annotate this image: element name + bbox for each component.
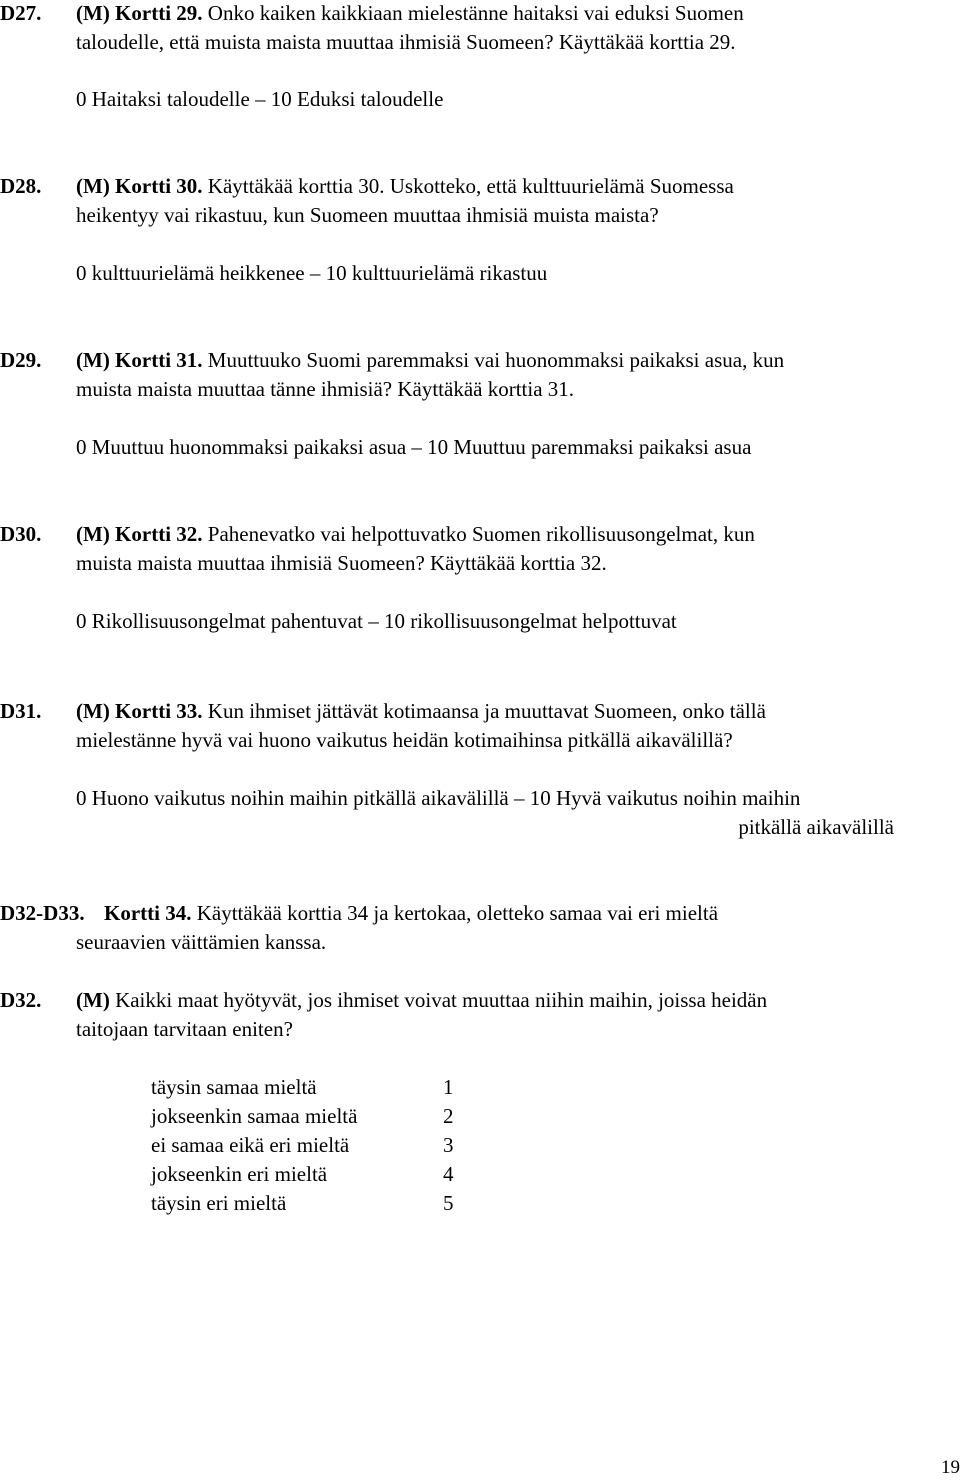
question-text-line1: Kaikki maat hyötyvät, jos ihmiset voivat muuttaa niihin maihin, joissa heidän: [109, 988, 768, 1012]
option-label: ei samaa eikä eri mieltä: [151, 1133, 350, 1157]
question-text: [76, 520, 946, 578]
question-text: [76, 172, 946, 230]
question-id: D31.: [0, 699, 42, 723]
question-text-line1: Muuttuuko Suomi paremmaksi vai huonommaksi paikaksi asua, kun: [202, 348, 785, 372]
question-text-line1: Kun ihmiset jättävät kotimaansa ja muuttavat Suomeen, onko tällä: [202, 699, 766, 723]
option-row: [151, 1189, 473, 1218]
question-text-line2: taitojaan tarvitaan eniten?: [76, 1017, 293, 1041]
question-text: [76, 986, 946, 1044]
card-label: (M) Kortti 29.: [76, 1, 203, 25]
question-text-line2: taloudelle, että muista maista muuttaa ihmisiä Suomeen? Käyttäkää korttia 29.: [76, 30, 736, 54]
option-row: [151, 1073, 473, 1102]
question-id: D27.: [0, 1, 42, 25]
question-id: D30.: [0, 522, 42, 546]
section-text-line1: Käyttäkää korttia 34 ja kertokaa, oletteko samaa vai eri mieltä: [191, 901, 719, 925]
question-text: [76, 0, 946, 57]
question-text-line2: muista maista muuttaa ihmisiä Suomeen? Käyttäkää korttia 32.: [76, 551, 607, 575]
option-row: [151, 1102, 473, 1131]
section-text-line2: seuraavien väittämien kanssa.: [76, 930, 327, 954]
question-text-line1: Pahenevatko vai helpottuvatko Suomen rikollisuusongelmat, kun: [202, 522, 755, 546]
section-text: [104, 899, 946, 928]
question-text-line2: mielestänne hyvä vai huono vaikutus heidän kotimaihinsa pitkällä aikavälillä?: [76, 728, 733, 752]
card-label: (M) Kortti 30.: [76, 174, 203, 198]
option-label: täysin eri mieltä: [151, 1191, 287, 1215]
question-id: D28.: [0, 174, 42, 198]
option-row: [151, 1160, 473, 1189]
answer-scale: 0 Rikollisuusongelmat pahentuvat – 10 rikollisuusongelmat helpottuvat: [76, 609, 677, 633]
card-label: (M) Kortti 32.: [76, 522, 203, 546]
option-code: 3: [443, 1133, 454, 1157]
question-text: [76, 346, 946, 404]
option-code: 2: [443, 1104, 454, 1128]
question-text: [76, 697, 946, 755]
answer-scale-line2: pitkällä aikavälillä: [738, 815, 894, 839]
option-code: 4: [443, 1162, 454, 1186]
option-code: 1: [443, 1075, 454, 1099]
page-number: 19: [941, 1457, 960, 1478]
option-label: jokseenkin samaa mieltä: [151, 1104, 358, 1128]
question-id: D29.: [0, 348, 42, 372]
answer-scale: 0 Huono vaikutus noihin maihin pitkällä aikavälillä – 10 Hyvä vaikutus noihin maihin: [76, 786, 801, 810]
question-text-line2: heikentyy vai rikastuu, kun Suomeen muuttaa ihmisiä muista maista?: [76, 203, 659, 227]
card-label: (M) Kortti 33.: [76, 699, 203, 723]
section-id: D32-D33.: [0, 901, 85, 925]
answer-scale: 0 Muuttuu huonommaksi paikaksi asua – 10 Muuttuu paremmaksi paikaksi asua: [76, 435, 752, 459]
answer-scale: 0 kulttuurielämä heikkenee – 10 kulttuurielämä rikastuu: [76, 261, 548, 285]
card-label: (M) Kortti 31.: [76, 348, 203, 372]
answer-options: [151, 1073, 473, 1218]
question-text-line1: Käyttäkää korttia 30. Uskotteko, että kulttuurielämä Suomessa: [202, 174, 734, 198]
option-row: [151, 1131, 473, 1160]
option-label: jokseenkin eri mieltä: [151, 1162, 328, 1186]
card-label: Kortti 34.: [104, 901, 192, 925]
question-text-line2: muista maista muuttaa tänne ihmisiä? Käyttäkää korttia 31.: [76, 377, 575, 401]
card-label: (M): [76, 988, 110, 1012]
answer-scale: 0 Haitaksi taloudelle – 10 Eduksi taloudelle: [76, 87, 444, 111]
option-label: täysin samaa mieltä: [151, 1075, 317, 1099]
question-id: D32.: [0, 988, 42, 1012]
option-code: 5: [443, 1191, 454, 1215]
question-text-line1: Onko kaiken kaikkiaan mielestänne haitaksi vai eduksi Suomen: [202, 1, 744, 25]
